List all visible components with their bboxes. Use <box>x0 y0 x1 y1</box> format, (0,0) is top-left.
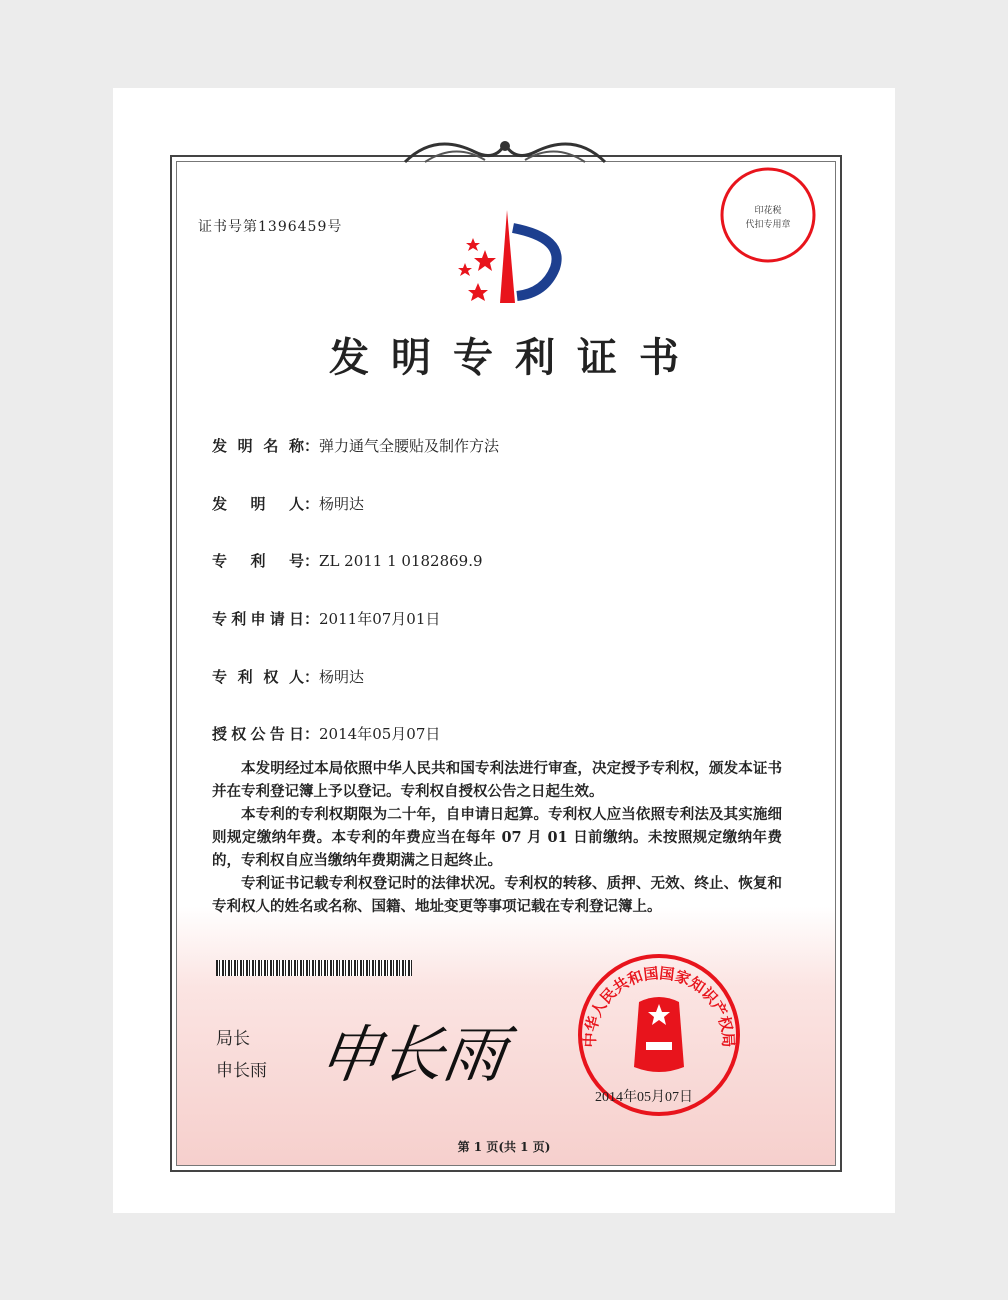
field-grant-date: 授权公告日：2014年05月07日 <box>212 725 441 743</box>
svg-text:印花税: 印花税 <box>754 206 782 216</box>
paragraph: 本专利的专利权期限为二十年，自申请日起算。专利权人应当依照专利法及其实施细则规定缴纳年费。本专利的年费应当在每年 07 月 01 日前缴纳。未按照规定缴纳年费的，专利权自应当缴纳年费期满之日起终止。 <box>212 806 782 869</box>
patent-office-logo-icon <box>445 208 570 308</box>
page-title: 发明专利证书 <box>329 334 701 381</box>
ornament-top-icon <box>395 132 615 172</box>
director-title: 局长 <box>216 1029 250 1049</box>
page-number: 第 1 页(共 1 页) <box>457 1140 551 1154</box>
field-application-date: 专利申请日：2011年07月01日 <box>212 610 441 628</box>
seal-date: 2014年05月07日 <box>595 1090 693 1105</box>
paragraph: 专利证书记载专利权登记时的法律状况。专利权的转移、质押、无效、终止、恢复和专利权人的姓名或名称、国籍、地址变更等事项记载在专利登记簿上。 <box>212 875 782 915</box>
field-patent-number: 专利号：ZL 2011 1 0182869.9 <box>212 552 483 570</box>
signature: 申长雨 <box>314 1018 511 1091</box>
director-name: 申长雨 <box>216 1061 267 1081</box>
barcode <box>216 960 412 976</box>
field-patentee: 专利权人：杨明达 <box>212 668 365 686</box>
field-invention-name: 发明名称：弹力通气全腰贴及制作方法 <box>212 437 500 455</box>
paragraph: 本发明经过本局依照中华人民共和国专利法进行审查，决定授予专利权，颁发本证书并在专利登记簿上予以登记。专利权自授权公告之日起生效。 <box>212 760 782 800</box>
field-inventor: 发明人：杨明达 <box>212 495 365 513</box>
tax-stamp <box>718 165 818 265</box>
svg-text:代扣专用章: 代扣专用章 <box>745 220 791 230</box>
certificate-number: 证书号第1396459号 <box>198 219 343 235</box>
svg-text:中华人民共和国国家知识产权局: 中华人民共和国国家知识产权局 <box>580 964 738 1048</box>
certificate-body <box>212 757 782 918</box>
